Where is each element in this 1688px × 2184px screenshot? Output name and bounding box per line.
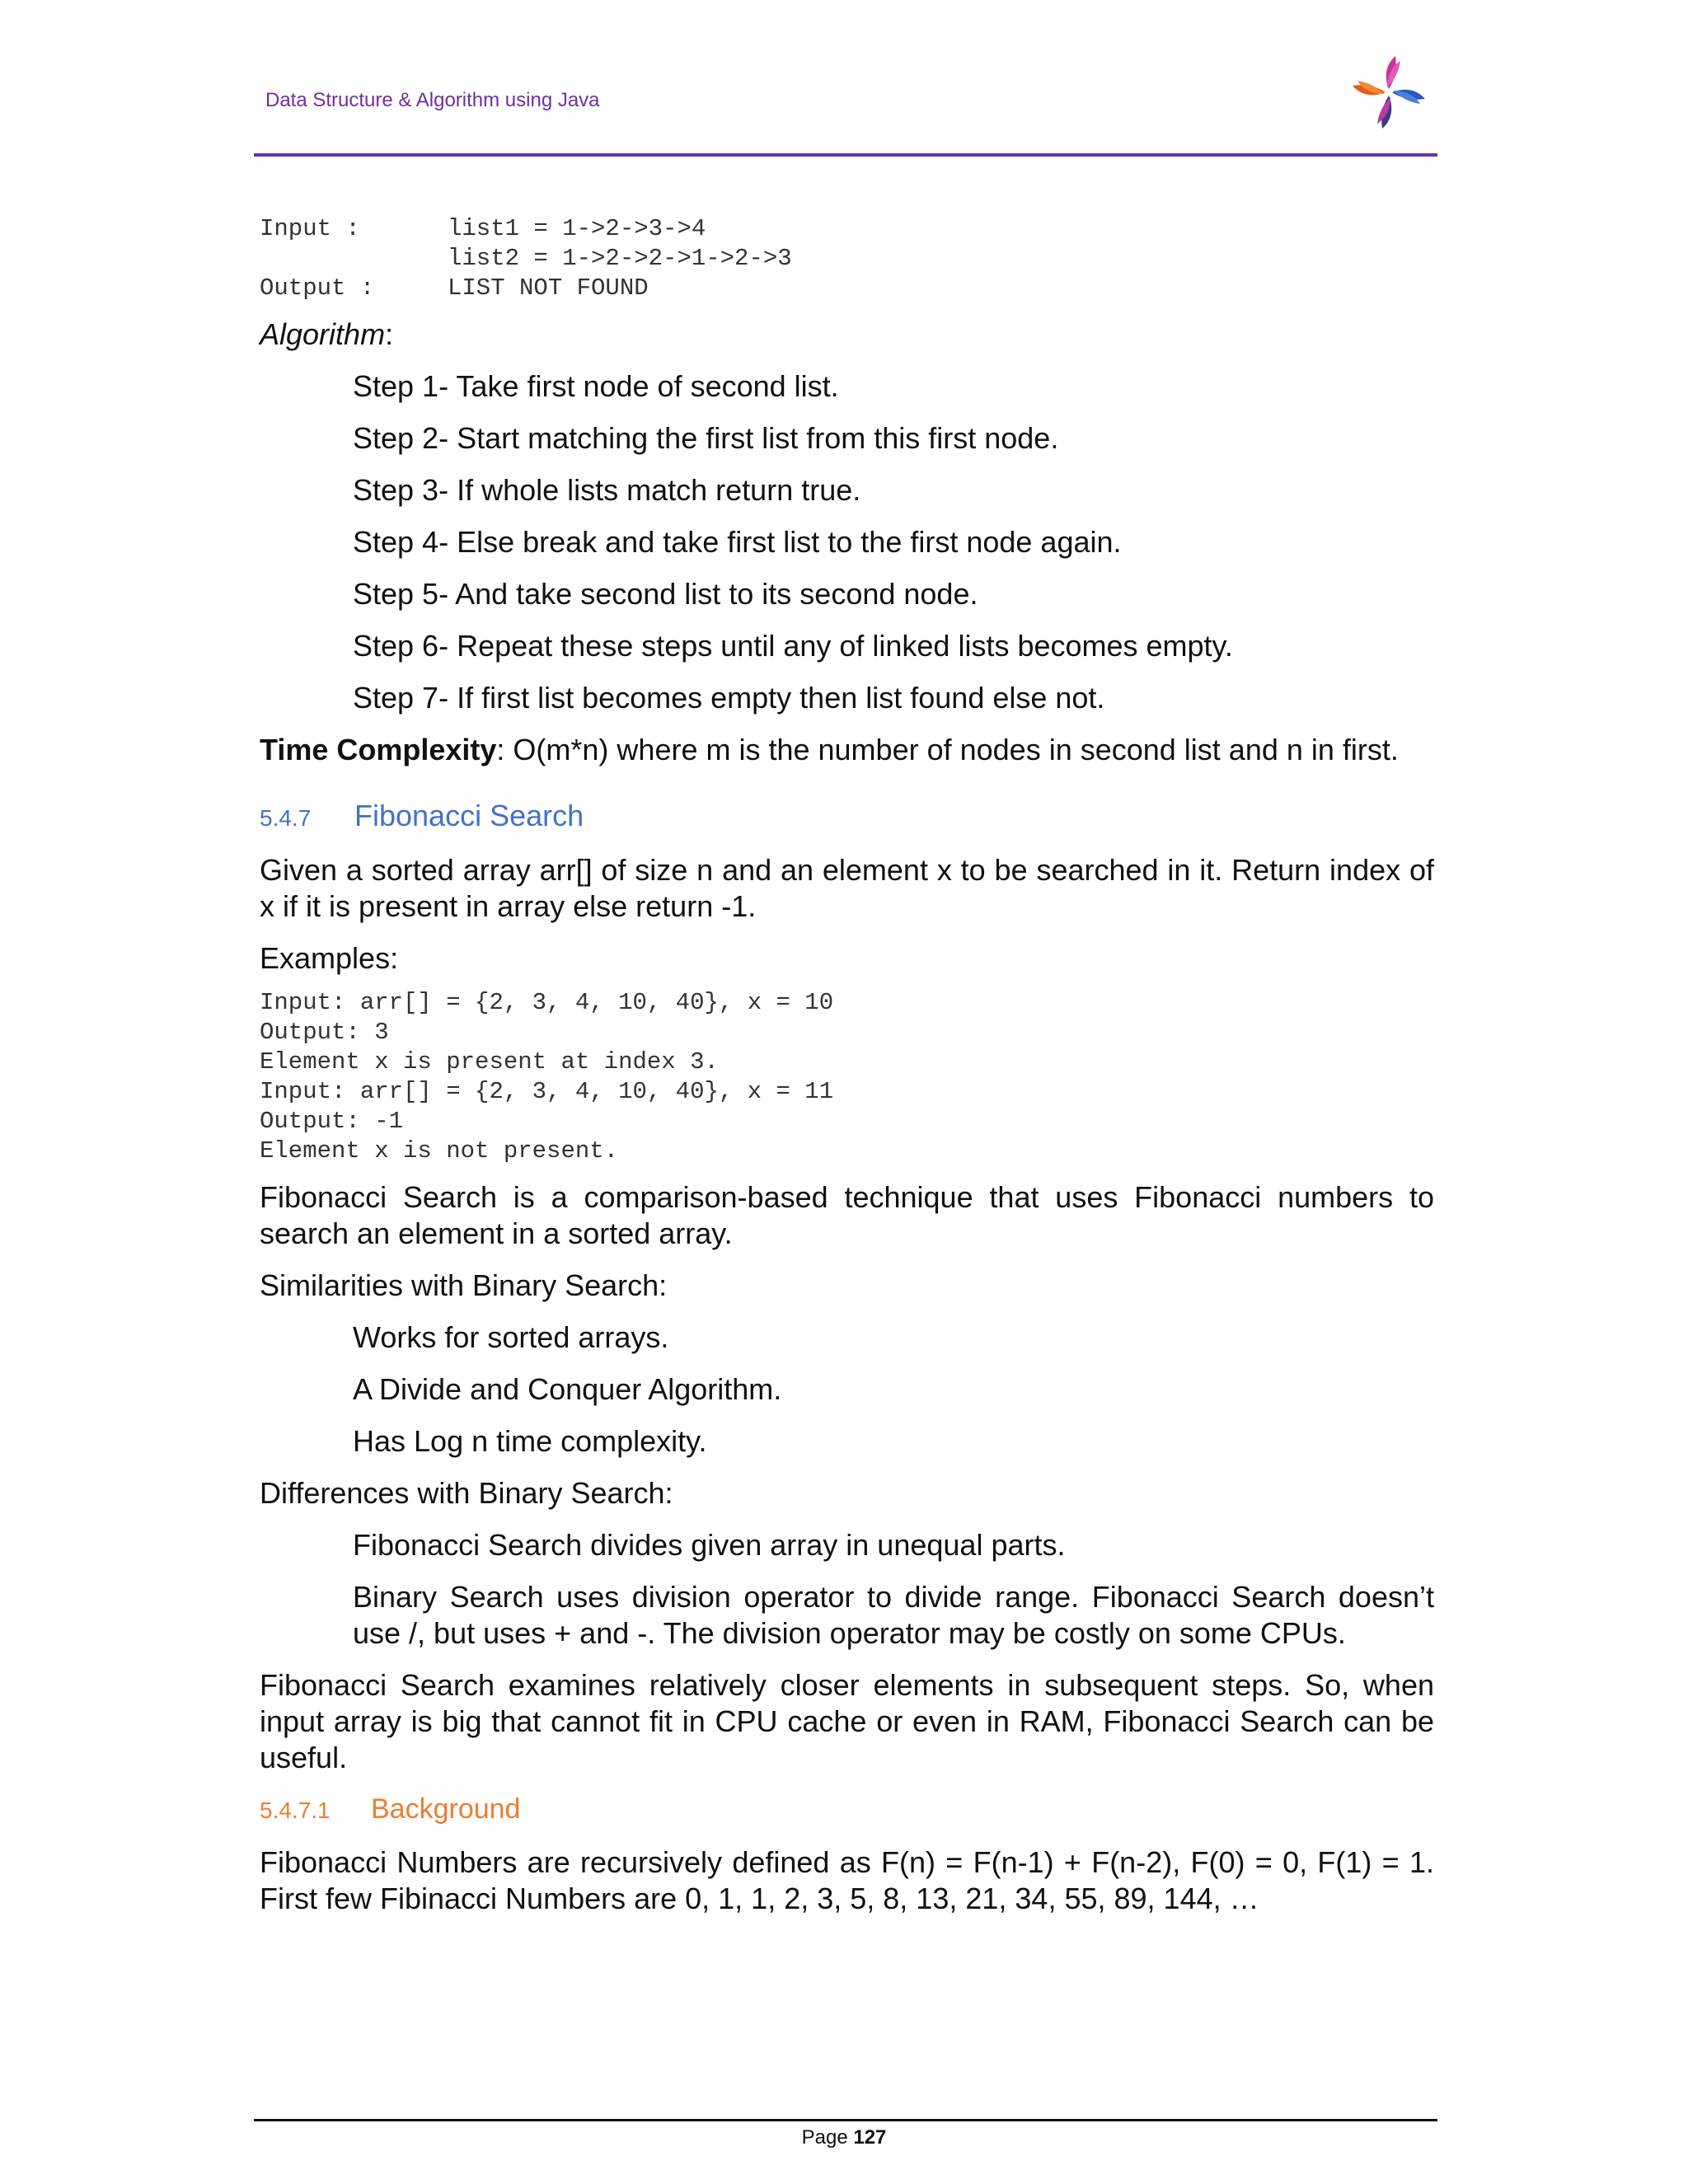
algorithm-step: Step 6- Repeat these steps until any of linked lists becomes empty. xyxy=(353,629,1233,663)
similarity-item: A Divide and Conquer Algorithm. xyxy=(353,1372,782,1406)
page-content xyxy=(260,214,1434,1917)
intro-paragraph: Given a sorted array arr[] of size n and an element x to be searched in it. Return index of x if it is present in array else return -1. xyxy=(260,853,1434,923)
io-label xyxy=(260,244,448,274)
page-number: Page 127 xyxy=(801,2126,887,2149)
io-value: list1 = 1->2->3->4 xyxy=(448,215,706,242)
differences-label: Differences with Binary Search: xyxy=(260,1476,673,1510)
description-paragraph: Fibonacci Search is a comparison-based technique that uses Fibonacci numbers to search an element in a sorted array. xyxy=(260,1180,1434,1250)
difference-item: Fibonacci Search divides given array in unequal parts. xyxy=(353,1528,1066,1562)
io-label: Input : xyxy=(260,215,360,242)
code-line: Output: 3 xyxy=(260,1019,389,1046)
io-example xyxy=(260,214,1434,303)
code-line: Input: arr[] = {2, 3, 4, 10, 40}, x = 11 xyxy=(260,1078,834,1105)
algorithm-step: Step 7- If first list becomes empty then list found else not. xyxy=(353,681,1105,715)
background-paragraph: Fibonacci Numbers are recursively defined as F(n) = F(n-1) + F(n-2), F(0) = 0, F(1) = 1. First few Fibinacci Numbers are 0, 1, 1, 2, 3, 5, 8, 13, 21, 34, 55, 89, 144, … xyxy=(260,1845,1434,1915)
footer-divider xyxy=(254,2119,1437,2121)
closing-paragraph: Fibonacci Search examines relatively closer elements in subsequent steps. So, when input array is big that cannot fit in CPU cache or even in RAM, Fibonacci Search can be useful. xyxy=(260,1668,1434,1774)
algorithm-step: Step 2- Start matching the first list from this first node. xyxy=(353,421,1059,455)
algorithm-step: Step 5- And take second list to its second node. xyxy=(353,577,978,611)
section-heading: 5.4.7 Fibonacci Search xyxy=(260,799,584,832)
io-value: list2 = 1->2->2->1->2->3 xyxy=(448,245,792,272)
similarity-item: Has Log n time complexity. xyxy=(353,1424,707,1458)
similarities-label: Similarities with Binary Search: xyxy=(260,1268,668,1302)
code-line: Input: arr[] = {2, 3, 4, 10, 40}, x = 10 xyxy=(260,989,834,1016)
algorithm-step: Step 4- Else break and take first list to the first node again. xyxy=(353,525,1122,559)
header-divider xyxy=(254,153,1437,157)
algorithm-step: Step 1- Take first node of second list. xyxy=(353,369,839,403)
examples-label: Examples: xyxy=(260,941,399,975)
time-complexity: Time Complexity: O(m*n) where m is the number of nodes in second list and n in first. xyxy=(260,733,1399,766)
code-line: Element x is not present. xyxy=(260,1137,619,1165)
io-label: Output : xyxy=(260,274,375,302)
code-line: Element x is present at index 3. xyxy=(260,1048,719,1076)
algorithm-step: Step 3- If whole lists match return true. xyxy=(353,473,861,507)
publisher-logo-icon xyxy=(1342,51,1437,138)
algorithm-steps xyxy=(260,368,1434,716)
header-title: Data Structure & Algorithm using Java xyxy=(265,89,600,111)
examples-code xyxy=(260,988,1434,1166)
difference-item: Binary Search uses division operator to divide range. Fibonacci Search doesn’t use /, but uses + and -. The division operator may be costly on some CPUs. xyxy=(353,1580,1434,1650)
algorithm-heading: Algorithm: xyxy=(260,317,394,351)
code-line: Output: -1 xyxy=(260,1108,404,1135)
similarity-item: Works for sorted arrays. xyxy=(353,1320,669,1354)
io-value: LIST NOT FOUND xyxy=(448,274,649,302)
subsection-heading: 5.4.7.1 Background xyxy=(260,1793,521,1825)
